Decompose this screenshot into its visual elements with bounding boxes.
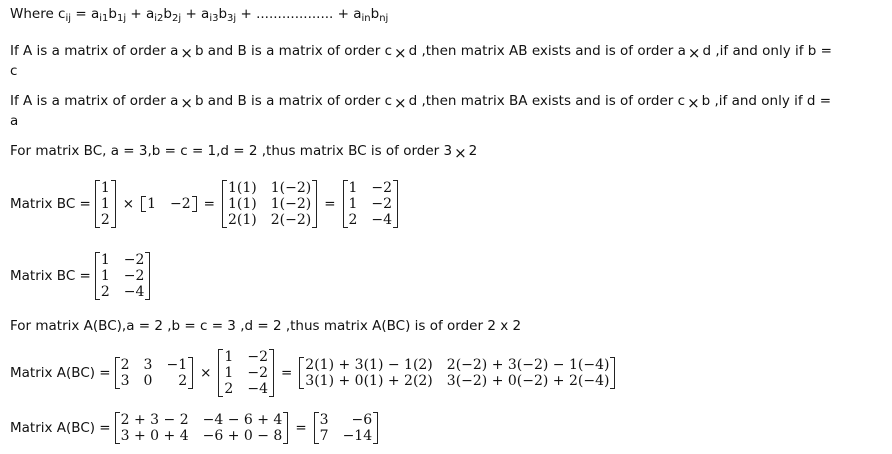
times-symbol: × bbox=[200, 365, 212, 381]
matrix-cell: −4 bbox=[123, 284, 145, 300]
matrix-bc bbox=[95, 252, 151, 300]
matrix-cell: 2(−2) + 3(−2) − 1(−4) bbox=[446, 357, 610, 373]
matrix-cell: −2 bbox=[371, 196, 393, 212]
text: d ,then matrix BA exists and is of order c bbox=[408, 93, 686, 109]
equals-sign: = bbox=[280, 365, 293, 381]
text: + a bbox=[185, 6, 210, 22]
text: b and B is a matrix of order c bbox=[194, 43, 392, 59]
matrix-cell: −2 bbox=[170, 196, 191, 212]
matrix-cell: 1 bbox=[224, 349, 234, 365]
matrix-cell: 1 bbox=[147, 196, 157, 212]
matrix-cell: 1(−2) bbox=[270, 196, 312, 212]
times-symbol: × bbox=[394, 94, 407, 112]
text: Where c bbox=[10, 6, 66, 22]
equation-label: Matrix A(BC) = bbox=[10, 420, 111, 436]
bc-order-line bbox=[10, 141, 478, 162]
equals-sign: = bbox=[324, 196, 336, 212]
matrix-cell: 3 bbox=[120, 373, 130, 389]
text: c bbox=[10, 63, 18, 79]
times-symbol: × bbox=[394, 44, 407, 62]
matrix-cell: −1 bbox=[166, 357, 188, 373]
text: d ,if and only if b = bbox=[702, 43, 832, 59]
text: If A is a matrix of order a bbox=[10, 93, 179, 109]
matrix-a bbox=[115, 357, 193, 389]
matrix-abc-sum bbox=[115, 412, 289, 444]
text: b bbox=[108, 6, 117, 22]
matrix-cell: 1 bbox=[224, 365, 234, 381]
matrix-bc-result bbox=[343, 180, 399, 228]
text: + .................. + a bbox=[240, 6, 362, 22]
matrix-cell: 2 bbox=[100, 212, 110, 228]
matrix-bc-product bbox=[222, 180, 317, 228]
matrix-cell: 2(1) bbox=[227, 212, 257, 228]
times-symbol: × bbox=[180, 44, 193, 62]
matrix-cell: 1 bbox=[100, 252, 110, 268]
text: For matrix A(BC),a = 2 ,b = c = 3 ,d = 2 ,thus matrix A(BC) is of order 2 x 2 bbox=[10, 318, 522, 334]
matrix-abc-result bbox=[314, 412, 378, 444]
matrix-cell: 1(−2) bbox=[270, 180, 312, 196]
matrix-cell: −6 bbox=[351, 412, 373, 428]
text: b and B is a matrix of order c bbox=[194, 93, 392, 109]
matrix-abc-expression bbox=[299, 357, 615, 389]
text: For matrix BC, a = 3,b = c = 1,d = 2 ,thus matrix BC is of order 3 bbox=[10, 143, 453, 159]
subscript: nj bbox=[379, 13, 389, 24]
matrix-cell: 2(−2) bbox=[270, 212, 312, 228]
rule-ab-paragraph bbox=[10, 40, 880, 81]
matrix-bc bbox=[218, 349, 274, 397]
subscript: 1j bbox=[116, 13, 127, 24]
matrix-cell: 1 bbox=[348, 180, 358, 196]
matrix-cell: 1 bbox=[100, 268, 110, 284]
text: 2 bbox=[468, 143, 478, 159]
equation-label: Matrix A(BC) = bbox=[10, 365, 111, 381]
matrix-cell: −2 bbox=[123, 268, 145, 284]
text: b ,if and only if d = bbox=[701, 93, 832, 109]
abc-result bbox=[10, 412, 382, 444]
matrix-cell: −2 bbox=[247, 365, 268, 381]
matrix-cell: 1(1) bbox=[227, 180, 257, 196]
matrix-cell: −4 bbox=[371, 212, 393, 228]
times-symbol: × bbox=[180, 94, 193, 112]
abc-order-line bbox=[10, 318, 521, 334]
subscript: 3j bbox=[227, 13, 237, 24]
subscript: 2j bbox=[172, 13, 182, 24]
matrix-cell: 1 bbox=[348, 196, 358, 212]
matrix-b bbox=[95, 180, 116, 228]
equation-label: Matrix BC = bbox=[10, 268, 91, 284]
matrix-cell: −2 bbox=[123, 252, 145, 268]
subscript: i2 bbox=[154, 13, 164, 24]
text: If A is a matrix of order a bbox=[10, 43, 179, 59]
matrix-cell: 3 + 0 + 4 bbox=[120, 428, 189, 444]
text: d ,then matrix AB exists and is of order a bbox=[408, 43, 686, 59]
equation-label: Matrix BC = bbox=[10, 196, 91, 212]
matrix-cell: −2 bbox=[371, 180, 393, 196]
matrix-cell: 2 + 3 − 2 bbox=[120, 412, 189, 428]
matrix-c bbox=[141, 196, 197, 212]
text: b bbox=[163, 6, 172, 22]
matrix-cell: 2 bbox=[120, 357, 130, 373]
times-symbol: × bbox=[122, 196, 135, 212]
matrix-cell: 3(−2) + 0(−2) + 2(−4) bbox=[446, 373, 610, 389]
matrix-cell: 2 bbox=[100, 284, 110, 300]
subscript: ij bbox=[65, 13, 72, 24]
subscript: in bbox=[361, 13, 371, 24]
matrix-cell: 7 bbox=[319, 428, 329, 444]
matrix-cell: −4 bbox=[247, 381, 268, 397]
times-symbol: × bbox=[454, 144, 467, 162]
text: + a bbox=[130, 6, 155, 22]
subscript: i3 bbox=[209, 13, 219, 24]
matrix-cell: 1 bbox=[100, 180, 110, 196]
rule-ba-paragraph bbox=[10, 90, 880, 131]
matrix-cell: 2 bbox=[224, 381, 234, 397]
matrix-cell: 3(1) + 0(1) + 2(2) bbox=[305, 373, 433, 389]
matrix-cell: 3 bbox=[143, 357, 153, 373]
text: b bbox=[370, 6, 380, 22]
times-symbol: × bbox=[687, 44, 701, 62]
matrix-cell: 0 bbox=[143, 373, 153, 389]
text: b bbox=[218, 6, 228, 22]
matrix-cell: 2 bbox=[178, 373, 188, 389]
equals-sign: = bbox=[295, 420, 307, 436]
bc-result bbox=[10, 252, 154, 300]
subscript: i1 bbox=[99, 13, 109, 24]
matrix-cell: −6 + 0 − 8 bbox=[202, 428, 283, 444]
text: a bbox=[10, 113, 19, 129]
bc-calculation bbox=[10, 180, 402, 228]
matrix-cell: 2 bbox=[348, 212, 358, 228]
matrix-cell: 3 bbox=[319, 412, 329, 428]
times-symbol: × bbox=[687, 94, 700, 112]
matrix-cell: −2 bbox=[247, 349, 268, 365]
abc-calculation bbox=[10, 349, 619, 397]
matrix-cell: 1 bbox=[100, 196, 110, 212]
text: = a bbox=[75, 6, 100, 22]
matrix-cell: 2(1) + 3(1) − 1(2) bbox=[305, 357, 433, 373]
definition-line bbox=[10, 6, 388, 24]
matrix-cell: −14 bbox=[342, 428, 373, 444]
matrix-cell: −4 − 6 + 4 bbox=[202, 412, 283, 428]
matrix-cell: 1(1) bbox=[227, 196, 257, 212]
equals-sign: = bbox=[203, 196, 215, 212]
